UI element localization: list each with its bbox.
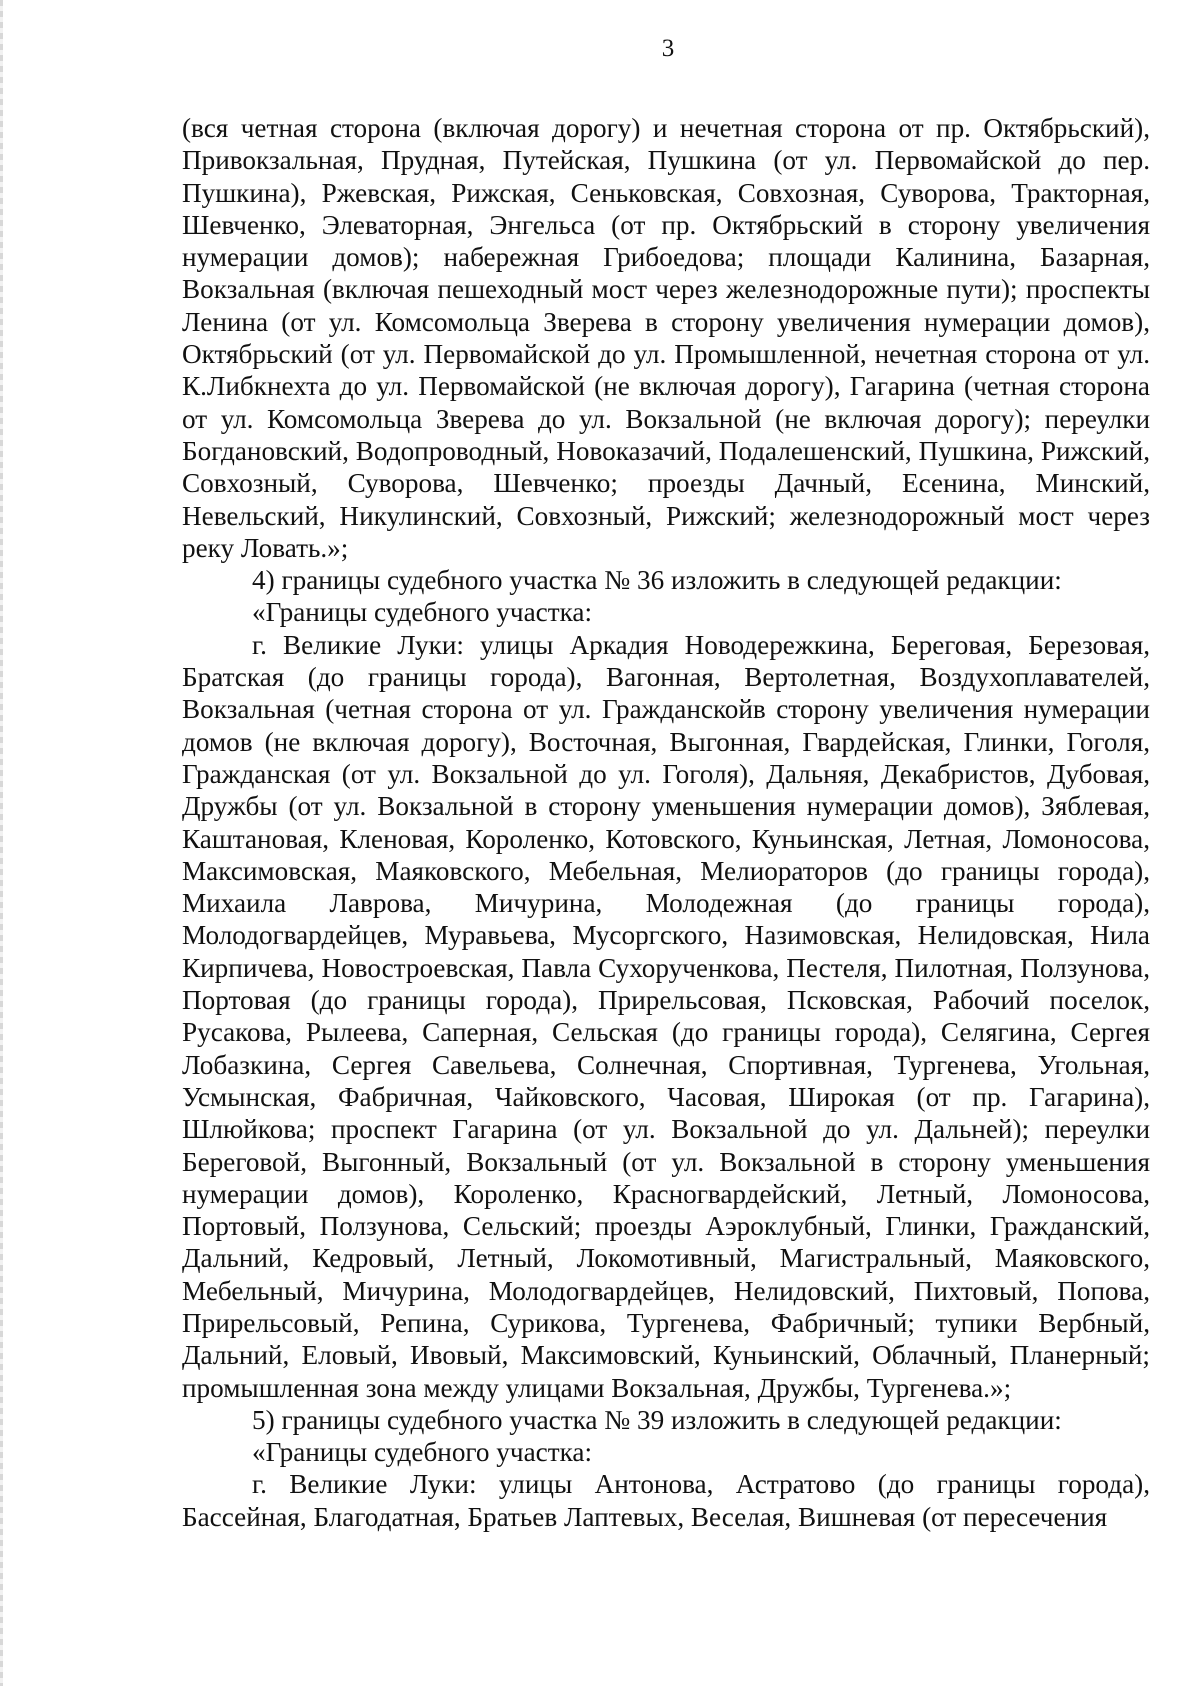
paragraph-heading-36: «Границы судебного участка:	[252, 597, 593, 628]
scan-edge	[0, 0, 3, 1686]
page-number: 3	[661, 35, 675, 62]
document-body	[182, 112, 1150, 1533]
paragraph-item-5: 5) границы судебного участка № 39 изложить в следующей редакции:	[252, 1404, 1062, 1435]
paragraph-item-4: 4) границы судебного участка № 36 изложить в следующей редакции:	[252, 565, 1062, 596]
paragraph-boundaries-36: г. Великие Луки: улицы Аркадия Новодережкина, Береговая, Березовая, Братская (до границы города), Вагонная, Вертолетная, Воздухоплавателей, Вокзальная (четная сторона от ул. Гражданскойв сторону увеличения нумерации домов (не включая дорогу), Восточная, Выгонная, Гвардейская, Глинки, Гоголя, Гражданская (от ул. Вокзальной до ул. Гоголя), Дальняя, Декабристов, Дубовая, Дружбы (от ул. Вокзальной в сторону уменьшения нумерации домов), Зяблевая, Каштановая, Кленовая, Короленко, Котовского, Куньинская, Летная, Ломоносова, Максимовская, Маяковского, Мебельная, Мелиораторов (до границы города), Михаила Лаврова, Мичурина, Молодежная (до границы города), Молодогвардейцев, Муравьева, Мусоргского, Назимовская, Нелидовская, Нила Кирпичева, Новостроевская, Павла Сухорученкова, Пестеля, Пилотная, Ползунова, Портовая (до границы города), Прирельсовая, Псковская, Рабочий поселок, Русакова, Рылеева, Саперная, Сельская (до границы города), Селягина, Сергея Лобазкина, Сергея Савельева, Солнечная, Спортивная, Тургенева, Угольная, Усмынская, Фабричная, Чайковского, Часовая, Широкая (от пр. Гагарина), Шлюйкова; проспект Гагарина (от ул. Вокзальной до ул. Дальней); переулки Береговой, Выгонный, Вокзальный (от ул. Вокзальной в сторону уменьшения нумерации домов), Короленко, Красногвардейский, Летный, Ломоносова, Портовый, Ползунова, Сельский; проезды Аэроклубный, Глинки, Гражданский, Дальний, Кедровый, Летный, Локомотивный, Магистральный, Маяковского, Мебельный, Мичурина, Молодогвардейцев, Нелидовский, Пихтовый, Попова, Прирельсовый, Репина, Сурикова, Тургенева, Фабричный; тупики Вербный, Дальний, Еловый, Ивовый, Максимовский, Куньинский, Облачный, Планерный; промышленная зона между улицами Вокзальная, Дружбы, Тургенева.»;	[182, 629, 1150, 1403]
paragraph-boundaries-39: г. Великие Луки: улицы Антонова, Астратово (до границы города), Бассейная, Благодатная, Братьев Лаптевых, Веселая, Вишневая (от пересечения	[182, 1469, 1150, 1532]
paragraph-heading-39: «Границы судебного участка:	[252, 1437, 593, 1468]
paragraph-continuation: (вся четная сторона (включая дорогу) и нечетная сторона от пр. Октябрьский), Привокзальная, Прудная, Путейская, Пушкина (от ул. Первомайской до пер. Пушкина), Ржевская, Рижская, Сеньковская, Совхозная, Суворова, Тракторная, Шевченко, Элеваторная, Энгельса (от пр. Октябрьский в сторону увеличения нумерации домов); набережная Грибоедова; площади Калинина, Базарная, Вокзальная (включая пешеходный мост через железнодорожные пути); проспекты Ленина (от ул. Комсомольца Зверева в сторону увеличения нумерации домов), Октябрьский (от ул. Первомайской до ул. Промышленной, нечетная сторона от ул. К.Либкнехта до ул. Первомайской (не включая дорогу), Гагарина (четная сторона от ул. Комсомольца Зверева до ул. Вокзальной (не включая дорогу); переулки Богдановский, Водопроводный, Новоказачий, Подалешенский, Пушкина, Рижский, Совхозный, Суворова, Шевченко; проезды Дачный, Есенина, Минский, Невельский, Никулинский, Совхозный, Рижский; железнодорожный мост через реку Ловать.»;	[182, 113, 1150, 563]
